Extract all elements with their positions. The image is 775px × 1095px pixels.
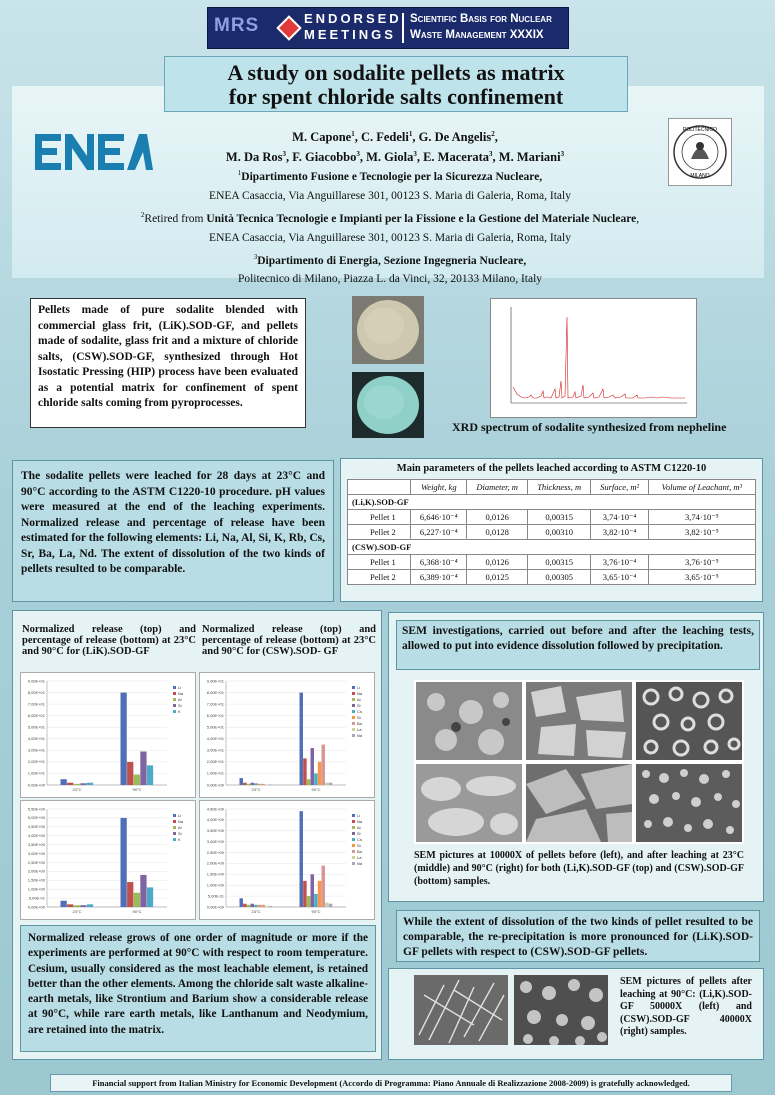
bar	[269, 906, 272, 907]
y-tick-label: 3,50E+00	[206, 828, 224, 834]
table-cell: 6,646·10⁻⁴	[411, 510, 467, 525]
author-affiliation-mark: 3	[413, 150, 417, 159]
bar	[303, 881, 306, 907]
title-line1: A study on sodalite pellets as matrix	[227, 60, 565, 85]
conclusion-text: While the extent of dissolution of the two kinds of pellet resulted to be comparable, the re-precipitation is more pronounced for (Li.K).SOD-GF pellets with respect to (CSW).SOD-GF pellets.	[396, 910, 760, 962]
y-tick-label: 5,50E+00	[27, 806, 45, 812]
legend-swatch	[173, 832, 176, 835]
legend-label: Al	[178, 697, 182, 702]
legend-label: Si	[178, 703, 182, 708]
legend-label: Na	[357, 819, 363, 824]
bar	[240, 898, 243, 907]
authors-line1: M. Capone$^1$, C. Fedeli$^1$, G. De Angelis$^2$,	[292, 130, 498, 145]
intro-text: Pellets made of pure sodalite blended with commercial glass frit, (LiK).SOD-GF, and pellets made of sodalite, glass frit and a mixture of chloride salts, (CSW).SOD-GF, synthesized through Hot Isostatic Pressing (HIP) process have been evaluated as a potential matrix for confinement of spent chloride salts coming from pyroprocesses.	[30, 298, 306, 428]
poster-title	[164, 56, 628, 112]
y-tick-label: 5,00E+01	[206, 724, 224, 730]
legend-label: Li	[357, 685, 361, 690]
legend-label: Sr	[357, 843, 361, 848]
sem-image-lik-before	[416, 682, 522, 760]
table-group-label: (Li,K).SOD-GF	[348, 495, 756, 510]
legend-label: La	[357, 727, 362, 732]
endorsed-label: ENDORSED	[304, 11, 402, 26]
affiliation-3: $^3$Dipartimento di Energia, Sezione Ingegneria Nucleare,	[253, 252, 527, 267]
bar	[329, 904, 332, 907]
bar	[262, 905, 265, 907]
legend-swatch	[352, 704, 355, 707]
y-tick-label: 3,00E+01	[27, 747, 45, 753]
bar	[254, 905, 257, 907]
bar	[61, 901, 67, 907]
y-tick-label: 1,50E+00	[206, 871, 224, 877]
y-tick-label: 4,00E+01	[27, 736, 45, 742]
legend-label: Nd	[357, 861, 363, 866]
y-tick-label: 1,00E+01	[206, 770, 224, 776]
table-cell: Pellet 2	[348, 570, 411, 585]
parameters-table	[347, 479, 756, 585]
legend-label: Si	[357, 831, 361, 836]
bar	[251, 904, 254, 907]
chart-csw-percentage-release	[199, 800, 375, 920]
y-tick-label: 1,00E+01	[27, 770, 45, 776]
bar	[134, 893, 140, 907]
sem-image-grid	[414, 680, 744, 844]
mrs-cube-icon	[276, 15, 301, 40]
table-cell: Pellet 1	[348, 555, 411, 570]
bar	[262, 784, 265, 785]
table-row	[348, 570, 756, 585]
bar	[61, 779, 67, 785]
y-tick-label: 3,00E+00	[27, 850, 45, 856]
svg-text:POLITECNICO: POLITECNICO	[683, 127, 717, 133]
sem-image-lik-50000x	[414, 975, 508, 1045]
legend-label: Li	[178, 685, 182, 690]
table-cell: 6,227·10⁻⁴	[411, 525, 467, 540]
bar	[314, 773, 317, 785]
bar	[254, 783, 257, 785]
affiliation-2: $^2$Retired from Unità Tecnica Tecnologie e Impianti per la Fissione e la Gestione del Materiale Nucleare,	[140, 210, 640, 225]
table-cell: Pellet 2	[348, 525, 411, 540]
y-tick-label: 7,00E+01	[206, 701, 224, 707]
y-tick-label: 9,00E+01	[27, 678, 45, 684]
table-cell: 0,00315	[527, 510, 590, 525]
sem-high-mag-caption: SEM pictures of pellets after leaching at 90°C: (Li,K).SOD-GF 50000X (left) and (CSW).SOD-GF 40000X (right) samples.	[620, 976, 752, 1037]
y-tick-label: 2,50E+00	[206, 849, 224, 855]
bar	[80, 783, 86, 785]
table-cell: Pellet 1	[348, 510, 411, 525]
bar	[258, 905, 261, 907]
y-tick-label: 3,00E+01	[206, 747, 224, 753]
y-tick-label: 6,00E+01	[206, 712, 224, 718]
bar	[318, 881, 321, 907]
bar	[74, 905, 80, 907]
legend-swatch	[173, 704, 176, 707]
bar	[80, 905, 86, 907]
table-cell: 0,00310	[527, 525, 590, 540]
bar	[243, 904, 246, 907]
y-tick-label: 0,00E+00	[206, 782, 224, 788]
legend-swatch	[352, 692, 355, 695]
bar	[140, 751, 146, 785]
author-name: M. Da Ros	[225, 150, 283, 165]
y-tick-label: 2,00E+01	[206, 759, 224, 765]
sem-image-csw-40000x	[514, 975, 608, 1045]
leaching-text: The sodalite pellets were leached for 28 days at 23°C and 90°C according to the ASTM C1220-10 procedure. pH values were measured at the end of the leaching experiments. Normalized release and percentage of release have been estimated for the following elements: Li, Na, Al, Si, K, Rb, Cs, Sr, Ba, La, Nd. The extent of dissolution of the two kinds of pellets resulted to be comparable.	[12, 460, 334, 602]
author-name: M. Mariani	[498, 150, 561, 165]
x-tick-label: 23°C	[72, 909, 82, 914]
mrs-logo-text: MRS	[214, 15, 260, 36]
y-tick-label: 2,00E+00	[206, 860, 224, 866]
bar	[325, 903, 328, 907]
legend-label: K	[178, 837, 181, 842]
y-tick-label: 4,50E+00	[27, 824, 45, 830]
legend-label: La	[357, 855, 362, 860]
x-tick-label: 23°C	[251, 787, 261, 792]
legend-swatch	[352, 820, 355, 823]
x-tick-label: 90°C	[132, 787, 142, 792]
y-tick-label: 4,50E+00	[206, 806, 224, 812]
sem-image-lik-23c	[526, 682, 632, 760]
y-tick-label: 1,50E+00	[27, 877, 45, 883]
table-header-row	[348, 480, 756, 495]
bar	[265, 784, 268, 785]
bar	[300, 811, 303, 907]
y-tick-label: 1,00E+00	[27, 886, 45, 892]
sem-caption: SEM pictures at 10000X of pellets before (left), and after leaching at 23°C (middle) and 90°C (right) for both (Li,K).SOD-GF (top) and (CSW).SOD-GF (bottom) samples.	[414, 850, 744, 887]
legend-swatch	[352, 722, 355, 725]
table-cell: 3,76·10⁻⁴	[591, 555, 648, 570]
table-cell: 0,0126	[467, 510, 528, 525]
svg-text:MILANO: MILANO	[690, 173, 710, 179]
legend-label: Cs	[357, 837, 362, 842]
bar	[307, 896, 310, 907]
y-tick-label: 3,50E+00	[27, 841, 45, 847]
legend-swatch	[173, 838, 176, 841]
table-cell: 3,74·10⁻⁵	[648, 510, 755, 525]
sem-text: SEM investigations, carried out before and after the leaching tests, allowed to put into evidence dissolution followed by precipitation.	[396, 620, 760, 670]
author-name: M. Capone	[292, 130, 352, 145]
footer-acknowledgement: Financial support from Italian Ministry for Economic Development (Accordo di Programma: Piano Annuale di Realizzazione 2008-2009) is gratefully acknowledged.	[50, 1074, 732, 1092]
y-tick-label: 4,00E+00	[27, 833, 45, 839]
bar	[251, 783, 254, 785]
meeting-name	[410, 11, 552, 43]
table-group-row	[348, 495, 756, 510]
sem-image-csw-before	[416, 764, 522, 842]
legend-label: Nd	[357, 733, 363, 738]
table-cell: 3,76·10⁻⁵	[648, 555, 755, 570]
table-header-cell: Volume of Leachant, m³	[648, 480, 755, 495]
y-tick-label: 1,00E+00	[206, 882, 224, 888]
pellet-photo-blue	[352, 372, 424, 438]
legend-label: Al	[357, 697, 361, 702]
table-header-cell	[348, 480, 411, 495]
parameters-panel	[340, 458, 763, 602]
author-name: E. Macerata	[423, 150, 490, 165]
mrs-banner	[207, 7, 569, 49]
legend-swatch	[173, 826, 176, 829]
legend-swatch	[173, 814, 176, 817]
bar	[127, 882, 133, 907]
legend-swatch	[352, 734, 355, 737]
y-tick-label: 5,00E-01	[207, 893, 224, 899]
y-tick-label: 2,50E+00	[27, 859, 45, 865]
y-tick-label: 9,00E+01	[206, 678, 224, 684]
bar	[127, 762, 133, 785]
legend-swatch	[352, 826, 355, 829]
bar	[300, 693, 303, 785]
legend-label: Na	[357, 691, 363, 696]
legend-swatch	[352, 862, 355, 865]
bar	[322, 745, 325, 785]
author-affiliation-mark: 3	[356, 150, 360, 159]
x-tick-label: 90°C	[132, 909, 142, 914]
legend-swatch	[352, 716, 355, 719]
table-cell: 0,0128	[467, 525, 528, 540]
table-group-row	[348, 540, 756, 555]
author-name: F. Giacobbo	[292, 150, 357, 165]
authors-line2: M. Da Ros$^3$, F. Giacobbo$^3$, M. Giola$^3$, E. Macerata$^3$, M. Mariani$^3$	[225, 150, 565, 165]
affiliation-1: $^1$Dipartimento Fusione e Tecnologie per la Sicurezza Nucleare,	[237, 169, 543, 183]
legend-swatch	[352, 844, 355, 847]
table-group-label: (CSW).SOD-GF	[348, 540, 756, 555]
chart-lik-percentage-release	[20, 800, 196, 920]
y-tick-label: 4,00E+01	[206, 736, 224, 742]
legend-swatch	[352, 728, 355, 731]
bar	[311, 874, 314, 907]
legend-swatch	[173, 698, 176, 701]
legend-swatch	[352, 814, 355, 817]
pellet-photo-gray	[352, 296, 424, 364]
y-tick-label: 2,00E+01	[27, 759, 45, 765]
bar	[265, 906, 268, 907]
sem-image-csw-23c	[526, 764, 632, 842]
table-header-cell: Surface, m²	[591, 480, 648, 495]
bar	[329, 783, 332, 785]
author-affiliation-mark: 3	[489, 150, 493, 159]
chart-csw-normalized-release	[199, 672, 375, 798]
table-cell: 3,65·10⁻⁴	[591, 570, 648, 585]
table-header-cell: Weight, kg	[411, 480, 467, 495]
bar	[134, 775, 140, 785]
author-affiliation-mark: 1	[408, 130, 413, 138]
legend-label: Ba	[357, 849, 362, 854]
banner-divider	[402, 13, 404, 43]
author-name: G. De Angelis	[418, 130, 492, 145]
meeting-name-line1: Scientific Basis for Nuclear	[410, 13, 552, 25]
y-tick-label: 6,00E+01	[27, 712, 45, 718]
affiliation-2-address: ENEA Casaccia, Via Anguillarese 301, 00123 S. Maria di Galeria, Roma, Italy	[209, 231, 571, 244]
legend-swatch	[352, 838, 355, 841]
y-tick-label: 2,00E+00	[27, 868, 45, 874]
legend-label: Ba	[357, 721, 362, 726]
y-tick-label: 0,00E+00	[206, 904, 224, 910]
legend-label: Sr	[357, 715, 361, 720]
bar	[243, 783, 246, 785]
table-row	[348, 555, 756, 570]
x-tick-label: 23°C	[72, 787, 82, 792]
legend-swatch	[352, 698, 355, 701]
author-affiliation-mark: 2	[491, 130, 495, 138]
legend-swatch	[352, 850, 355, 853]
x-tick-label: 90°C	[311, 909, 321, 914]
legend-swatch	[352, 832, 355, 835]
bar	[307, 779, 310, 785]
table-cell: 0,0126	[467, 555, 528, 570]
table-cell: 0,00315	[527, 555, 590, 570]
bar	[269, 784, 272, 785]
sem-image-csw-90c	[636, 764, 742, 842]
table-cell: 3,82·10⁻⁴	[591, 525, 648, 540]
table-cell: 0,00305	[527, 570, 590, 585]
y-tick-label: 0,00E+00	[27, 904, 45, 910]
y-tick-label: 8,00E+01	[206, 689, 224, 695]
affiliation-1-address: ENEA Casaccia, Via Anguillarese 301, 00123 S. Maria di Galeria, Roma, Italy	[209, 189, 571, 202]
y-tick-label: 7,00E+01	[27, 701, 45, 707]
bar	[258, 784, 261, 785]
bar	[87, 783, 93, 785]
bar	[322, 866, 325, 907]
legend-label: Li	[178, 813, 182, 818]
author-affiliation-mark: 1	[351, 130, 355, 138]
y-tick-label: 3,00E+00	[206, 838, 224, 844]
bar	[314, 894, 317, 907]
y-tick-label: 0,00E+00	[27, 782, 45, 788]
author-name: M. Giola	[366, 150, 414, 165]
bar	[121, 818, 127, 907]
author-affiliation-mark: 3	[560, 150, 565, 159]
meeting-name-line2: Waste Management XXXIX	[410, 29, 544, 41]
y-tick-label: 4,00E+00	[206, 817, 224, 823]
release-caption-lik: Normalized release (top) and percentage of release (bottom) at 23°C and 90°C for (LiK).SOD-GF	[22, 624, 196, 657]
bar	[140, 875, 146, 907]
table-title: Main parameters of the pellets leached according to ASTM C1220-10	[396, 463, 707, 474]
bar	[67, 783, 73, 785]
bar	[303, 758, 306, 785]
table-row	[348, 510, 756, 525]
table-cell: 3,65·10⁻⁵	[648, 570, 755, 585]
author-affiliation-mark: 3	[282, 150, 286, 159]
xrd-caption: XRD spectrum of sodalite synthesized from nepheline	[452, 420, 727, 434]
bar	[311, 748, 314, 785]
legend-label: K	[178, 709, 181, 714]
bar	[240, 778, 243, 785]
meetings-label: MEETINGS	[304, 27, 396, 42]
bar	[325, 783, 328, 785]
title-line2: for spent chloride salts confinement	[228, 84, 564, 109]
legend-label: Li	[357, 813, 361, 818]
legend-label: Si	[357, 703, 361, 708]
y-tick-label: 5,00E-01	[28, 895, 45, 901]
author-name: C. Fedeli	[360, 130, 409, 145]
sem-image-lik-90c	[636, 682, 742, 760]
y-tick-label: 5,00E+00	[27, 815, 45, 821]
y-tick-label: 5,00E+01	[27, 724, 45, 730]
bar	[247, 784, 250, 785]
affiliation-3-address: Politecnico di Milano, Piazza L. da Vinci, 32, 20133 Milano, Italy	[237, 273, 543, 286]
authors	[160, 126, 630, 166]
endorsed-meetings	[304, 11, 402, 43]
legend-swatch	[173, 686, 176, 689]
legend-label: Al	[178, 825, 182, 830]
table-row	[348, 525, 756, 540]
table-cell: 6,368·10⁻⁴	[411, 555, 467, 570]
release-caption-csw: Normalized release (top) and percentage of release (bottom) at 23°C and 90°C for (CSW).SOD- GF	[202, 624, 376, 657]
legend-swatch	[352, 856, 355, 859]
legend-swatch	[352, 710, 355, 713]
table-cell: 3,82·10⁻⁵	[648, 525, 755, 540]
table-header-cell: Thickness, m	[527, 480, 590, 495]
bar	[67, 904, 73, 907]
legend-swatch	[173, 710, 176, 713]
bar	[147, 887, 153, 907]
legend-label: Na	[178, 819, 184, 824]
bar	[121, 693, 127, 785]
x-tick-label: 23°C	[251, 909, 261, 914]
legend-label: Al	[357, 825, 361, 830]
y-tick-label: 8,00E+01	[27, 689, 45, 695]
legend-swatch	[173, 820, 176, 823]
table-cell: 3,74·10⁻⁴	[591, 510, 648, 525]
release-discussion: Normalized release grows of one order of magnitude or more if the experiments are performed at 90°C with respect to room temperature. Cesium, usually considered as the most leachable element, is retained better than the other elements. Among the chloride salt waste alkaline-earth metals, like Strontium and Barium show a considerable release at 90°C, while rare earth metals, like Lanthanum and Neodymium, are retained into the matrix.	[20, 925, 376, 1052]
legend-swatch	[173, 692, 176, 695]
legend-label: Si	[178, 831, 182, 836]
table-cell: 0,0125	[467, 570, 528, 585]
legend-swatch	[352, 686, 355, 689]
bar	[87, 904, 93, 907]
legend-label: Cs	[357, 709, 362, 714]
bar	[74, 784, 80, 785]
legend-label: Na	[178, 691, 184, 696]
table-cell: 6,389·10⁻⁴	[411, 570, 467, 585]
table-header-cell: Diameter, m	[467, 480, 528, 495]
xrd-spectrum	[490, 298, 697, 418]
x-tick-label: 90°C	[311, 787, 321, 792]
affiliations	[60, 164, 720, 289]
chart-lik-normalized-release	[20, 672, 196, 798]
bar	[318, 762, 321, 785]
bar	[147, 765, 153, 785]
bar	[247, 905, 250, 907]
